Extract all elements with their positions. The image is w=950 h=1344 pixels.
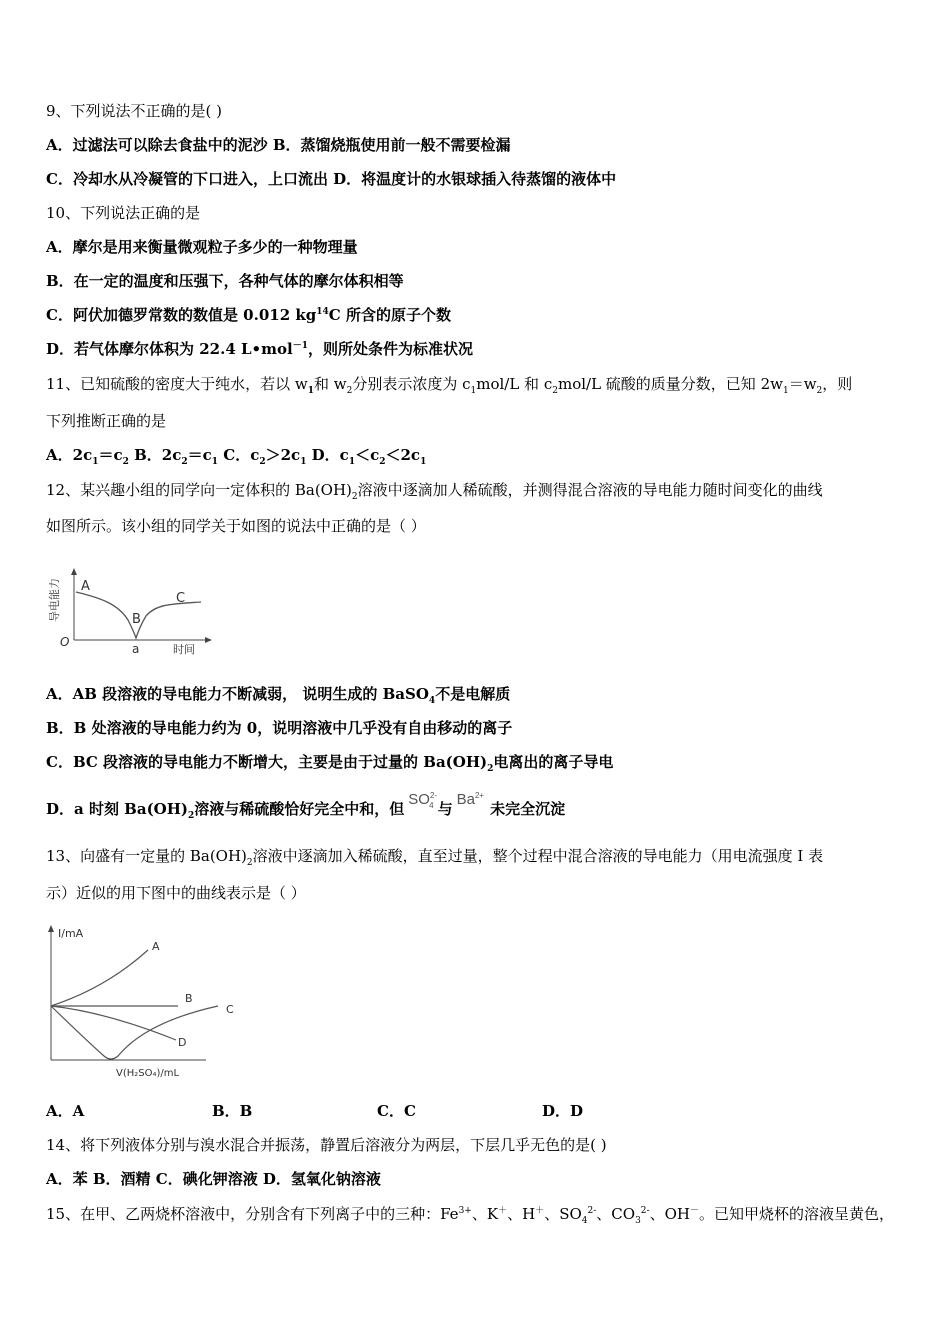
q12-option-a: A．AB 段溶液的导电能力不断减弱， 说明生成的 BaSO$_4$不是电解质	[46, 685, 511, 706]
q12-sulfate-ion: $SO^{2-}_4$	[408, 791, 438, 810]
q12-conductivity-graph	[46, 560, 226, 660]
q10-option-a: A．摩尔是用来衡量微观粒子多少的一种物理量	[46, 238, 358, 256]
q15-stem: 15、在甲、乙两烧杯溶液中，分别含有下列离子中的三种：$Fe^{3+}$、K＋、H＋、$SO_4^{2-}$、$CO_3^{2-}$、OH－。已知甲烧杯的溶液呈黄色，	[46, 1205, 894, 1226]
q11-stem-line2: 下列推断正确的是	[46, 412, 167, 430]
q13-curve-B-label: B	[185, 992, 193, 1005]
q12-origin-label: O	[60, 635, 70, 649]
q13-stem-line1: 13、向盛有一定量的 $Ba(OH)_2$溶液中逐滴加入稀硫酸，直至过量，整个过程中混合溶液的导电能力（用电流强度 I 表	[46, 847, 824, 868]
q10-option-b: B．在一定的温度和压强下，各种气体的摩尔体积相等	[46, 272, 404, 290]
q13-x-label: V(H₂SO₄)/mL	[116, 1068, 180, 1079]
q12-point-B: B	[132, 612, 141, 627]
q12-x-axis-arrow	[205, 637, 212, 643]
q12-x-label: 时间	[173, 643, 195, 656]
q11-stem-line1: 11、已知硫酸的密度大于纯水，若以 $w_1$和 $w_2$分别表示浓度为 $c_1mol/L$ 和 $c_2mol/L$ 硫酸的质量分数，已知 $2w_1=w_2$，则	[46, 375, 853, 396]
q12-time-a: a	[132, 642, 140, 656]
q12-point-C: C	[176, 591, 186, 606]
q9-options-ab: A．过滤法可以除去食盐中的泥沙 B．蒸馏烧瓶使用前一般不需要检漏	[46, 136, 511, 154]
q14-stem: 14、将下列液体分别与溴水混合并振荡，静置后溶液分为两层，下层几乎无色的是( )	[46, 1136, 607, 1154]
q12-option-d: D．a 时刻 $Ba(OH)_2$溶液与稀硫酸恰好完全中和，但$SO^{2-}_4$ 与$Ba^{2+}$未完全沉淀	[46, 791, 566, 821]
q13-current-graph	[46, 922, 246, 1082]
q13-curve-C	[51, 1006, 218, 1059]
q11-options: A．$2c_1=c_2$ B．$2c_2=c_1$ C．$c_2>2c_1$ D．$c_1<c_2<2c_1$	[46, 446, 427, 467]
q12-stem-line1: 12、某兴趣小组的同学向一定体积的 $Ba(OH)_2$溶液中逐滴加人稀硫酸，并测得混合溶液的导电能力随时间变化的曲线	[46, 481, 823, 502]
q12-stem-line2: 如图所示。该小组的同学关于如图的说法中正确的是（ ）	[46, 517, 426, 535]
q13-curve-C-label: C	[226, 1003, 234, 1016]
q10-option-d: D．若气体摩尔体积为 22.4 L•mol$^{-1}$，则所处条件为标准状况	[46, 340, 473, 358]
q12-y-label: 导电能力	[48, 578, 61, 622]
q12-y-axis-arrow	[71, 568, 77, 575]
q12-option-c: C．BC 段溶液的导电能力不断增大，主要是由于过量的 $Ba(OH)_2$电离出的离子导电	[46, 753, 614, 774]
q13-y-axis-arrow	[48, 925, 54, 932]
q10-option-c: C．阿伏加德罗常数的数值是 0.012 $kg^{14}C$ 所含的原子个数	[46, 306, 451, 324]
q12-point-A: A	[81, 579, 90, 594]
q13-option-d: D．D	[542, 1102, 584, 1120]
q13-option-c: C．C	[377, 1102, 416, 1120]
q13-stem-line2: 示）近似的用下图中的曲线表示是（ ）	[46, 884, 306, 902]
q13-y-label: I/mA	[58, 927, 84, 940]
q13-curve-A	[51, 950, 148, 1006]
q13-option-b: B．B	[212, 1102, 253, 1120]
q13-curve-A-label: A	[152, 940, 160, 953]
q13-curve-D	[51, 1006, 176, 1040]
q12-barium-ion: $Ba^{2+}$	[456, 791, 485, 808]
q9-stem: 9、下列说法不正确的是( )	[46, 102, 223, 120]
q10-stem: 10、下列说法正确的是	[46, 204, 201, 222]
q13-option-a: A．A	[46, 1102, 85, 1120]
q9-options-cd: C．冷却水从冷凝管的下口进入，上口流出 D．将温度计的水银球插入待蒸馏的液体中	[46, 170, 617, 188]
q13-curve-D-label: D	[178, 1036, 187, 1049]
q12-option-b: B．B 处溶液的导电能力约为 0，说明溶液中几乎没有自由移动的离子	[46, 719, 513, 737]
q14-options: A．苯 B．酒精 C．碘化钾溶液 D．氢氧化钠溶液	[46, 1170, 381, 1188]
